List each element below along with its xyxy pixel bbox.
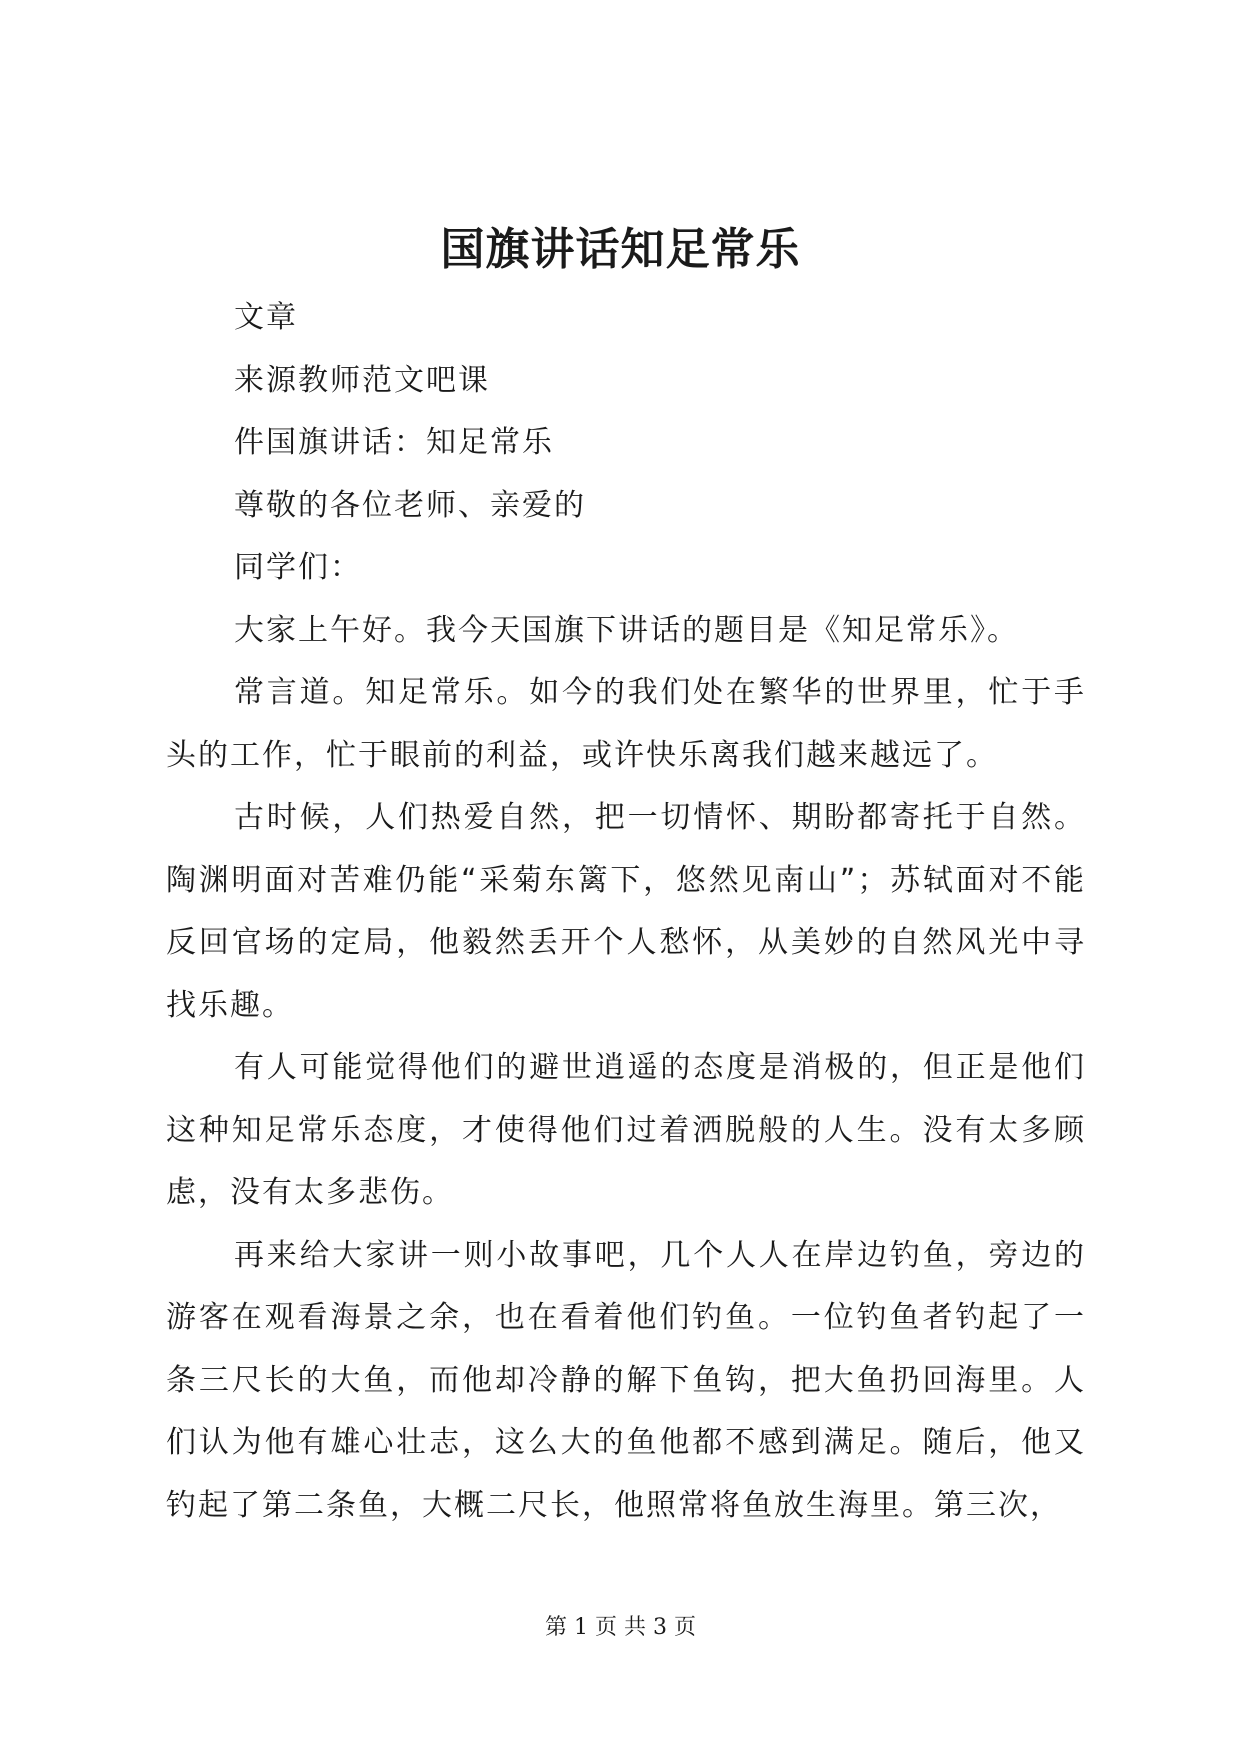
paragraph: 件国旗讲话：知足常乐: [234, 425, 554, 460]
page-footer: 第 1 页 共 3 页: [545, 1615, 696, 1640]
document-title: 国旗讲话知足常乐: [440, 224, 801, 275]
paragraph: 大家上午好。我今天国旗下讲话的题目是《知足常乐》。: [234, 612, 1019, 648]
paragraph: 文章: [234, 300, 298, 335]
paragraph: 再来给大家讲一则小故事吧，几个人人在岸边钓鱼，旁边的游客在观看海景之余，也在看着他们钓鱼。一位钓鱼者钓起了一条三尺长的大鱼，而他却冷静的解下鱼钩，把大鱼扔回海里。人们认为他有雄心壮志，这么大的鱼他都不感到满足。随后，他又钓起了第二条鱼，大概二尺长，他照常将鱼放生海里。第三次，: [166, 1237, 1086, 1523]
paragraph: 有人可能觉得他们的避世逍遥的态度是消极的，但正是他们这种知足常乐态度，才使得他们过着洒脱般的人生。没有太多顾虑，没有太多悲伤。: [166, 1050, 1086, 1210]
paragraph: 尊敬的各位老师、亲爱的: [234, 487, 586, 523]
document-body: [166, 287, 1086, 1537]
paragraph: 来源教师范文吧课: [234, 362, 490, 398]
paragraph: 常言道。知足常乐。如今的我们处在繁华的世界里，忙于手头的工作，忙于眼前的利益，或许快乐离我们越来越远了。: [166, 675, 1086, 773]
paragraph: 同学们：: [234, 550, 362, 585]
paragraph: 古时候，人们热爱自然，把一切情怀、期盼都寄托于自然。陶渊明面对苦难仍能“采菊东篱下，悠然见南山”；苏轼面对不能反回官场的定局，他毅然丢开个人愁怀，从美妙的自然风光中寻找乐趣。: [166, 800, 1086, 1023]
